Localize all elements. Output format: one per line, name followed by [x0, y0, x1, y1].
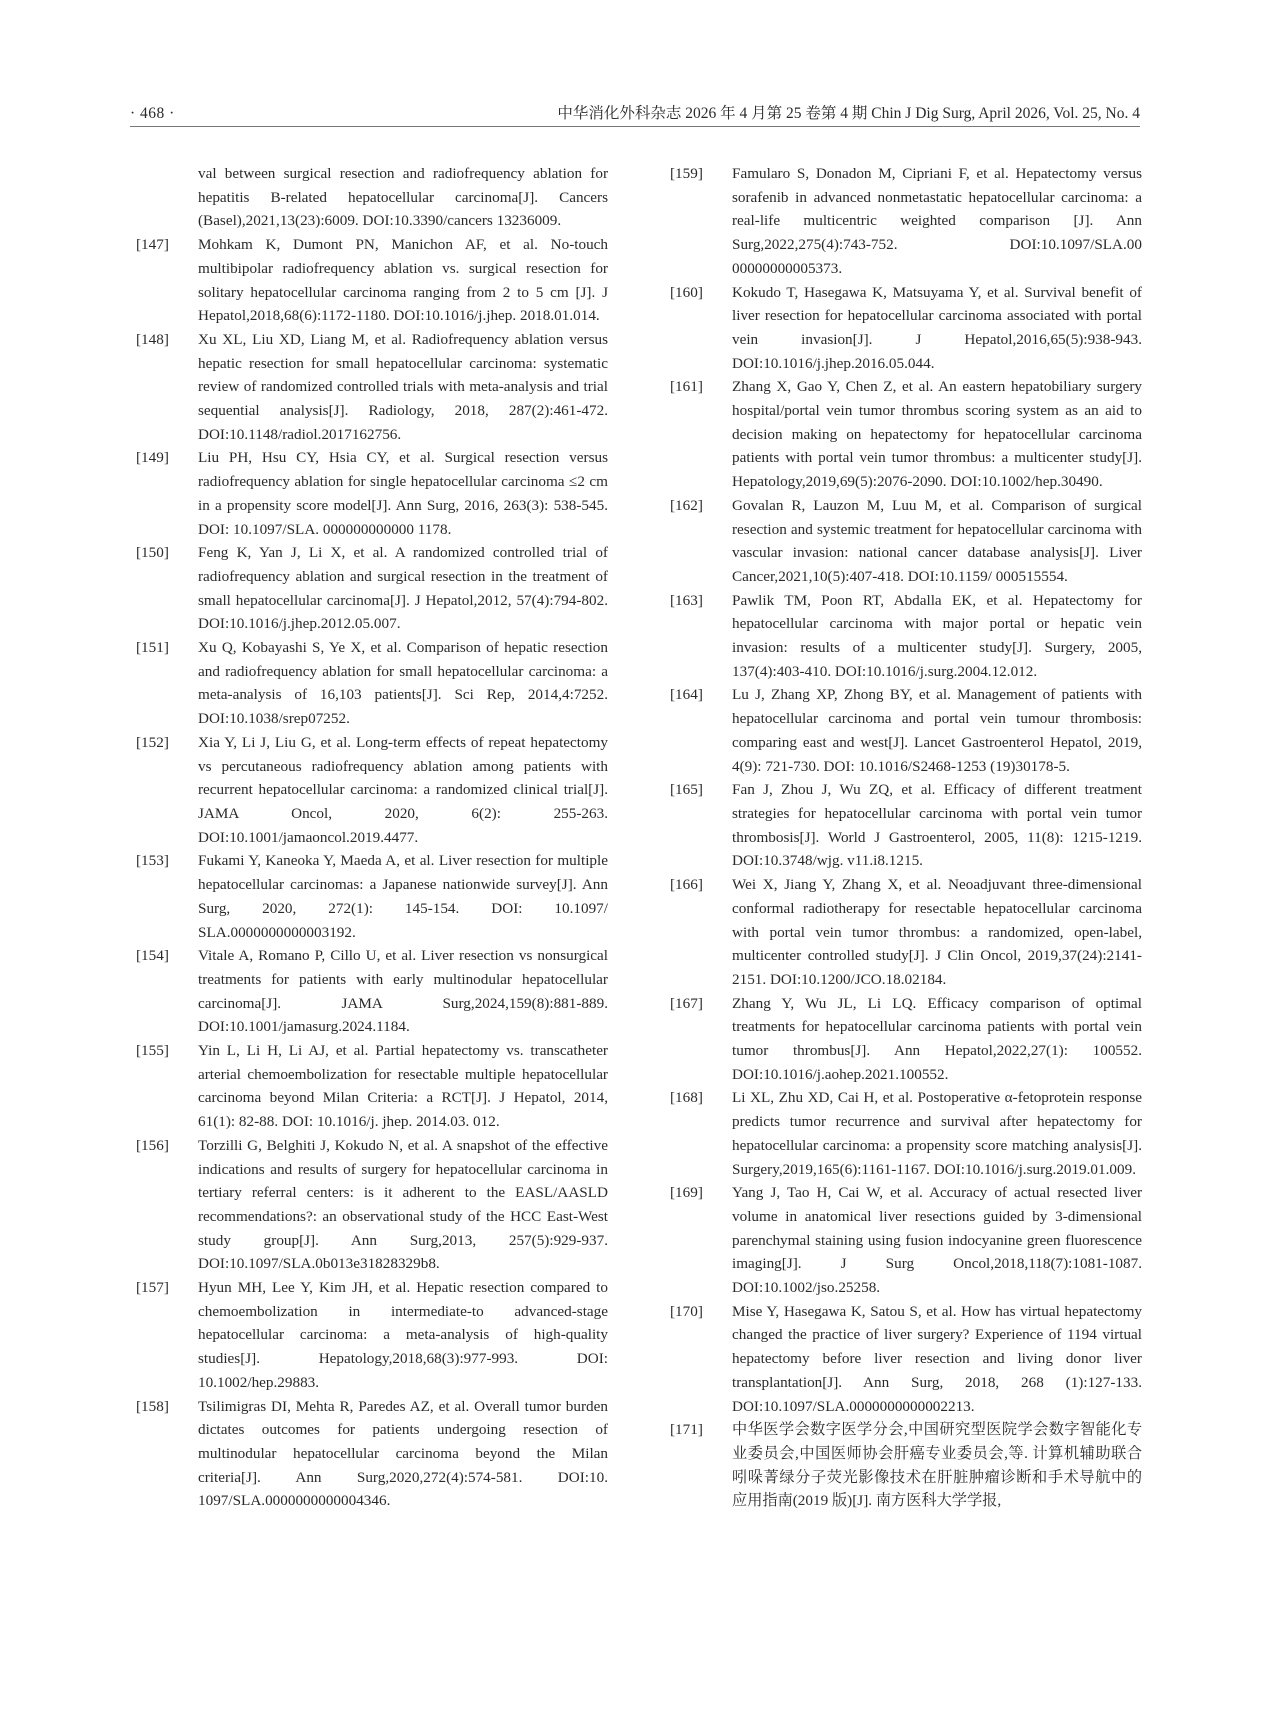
reference-number: [151]	[136, 639, 169, 657]
reference-list-left	[136, 233, 608, 1513]
reference-item	[670, 683, 1142, 778]
reference-item	[136, 233, 608, 328]
reference-text: Zhang Y, Wu JL, Li LQ. Efficacy comparison of optimal treatments for hepatocellular carcinoma patients with portal vein tumor thrombus[J]. Ann Hepatol,2022,27(1): 100552. DOI:10.1016/j.aohep.2021.100552.	[732, 994, 1142, 1083]
reference-item	[670, 589, 1142, 684]
reference-number: [167]	[670, 994, 703, 1012]
reference-item	[136, 1395, 608, 1514]
reference-number: [156]	[136, 1136, 169, 1154]
reference-item	[136, 731, 608, 850]
reference-item	[670, 778, 1142, 873]
reference-item	[136, 1134, 608, 1276]
reference-text: Tsilimigras DI, Mehta R, Paredes AZ, et al. Overall tumor burden dictates outcomes for patients undergoing resection of multinodular hepatocellular carcinoma beyond the Milan criteria[J]. Ann Surg,2020,272(4):574-581. DOI:10. 1097/SLA.0000000000004346.	[198, 1397, 608, 1510]
reference-text: Zhang X, Gao Y, Chen Z, et al. An eastern hepatobiliary surgery hospital/portal vein tumor thrombus scoring system as an aid to decision making on hepatectomy for hepatocellular carcinoma patients with portal vein tumor thrombus: a multicenter study[J]. Hepatology,2019,69(5):2076-2090. DOI:10.1002/hep.30490.	[732, 378, 1142, 491]
reference-number: [150]	[136, 544, 169, 562]
reference-item	[670, 494, 1142, 589]
reference-item	[136, 328, 608, 447]
reference-text: Fukami Y, Kaneoka Y, Maeda A, et al. Liver resection for multiple hepatocellular carcinomas: a Japanese nationwide survey[J]. Ann Surg, 2020, 272(1): 145-154. DOI: 10.1097/ SLA.0000000000003192.	[198, 852, 608, 941]
reference-text: Feng K, Yan J, Li X, et al. A randomized controlled trial of radiofrequency ablation and surgical resection in the treatment of small hepatocellular carcinoma[J]. J Hepatol,2012, 57(4):794-802. DOI:10.1016/j.jhep.2012.05.007.	[198, 544, 608, 633]
reference-number: [148]	[136, 330, 169, 348]
reference-item	[670, 281, 1142, 376]
reference-text: Fan J, Zhou J, Wu ZQ, et al. Efficacy of different treatment strategies for hepatocellular carcinoma with portal vein tumor thrombosis[J]. World J Gastroenterol, 2005, 11(8): 1215-1219. DOI:10.3748/wjg. v11.i8.1215.	[732, 781, 1142, 870]
reference-number: [164]	[670, 686, 703, 704]
reference-text: Lu J, Zhang XP, Zhong BY, et al. Management of patients with hepatocellular carcinoma and portal vein tumour thrombosis: comparing east and west[J]. Lancet Gastroenterol Hepatol, 2019, 4(9): 721-730. DOI: 10.1016/S2468-1253 (19)30178-5.	[732, 686, 1142, 775]
reference-number: [153]	[136, 852, 169, 870]
reference-number: [163]	[670, 591, 703, 609]
reference-column-right	[670, 162, 1142, 1513]
reference-text: Kokudo T, Hasegawa K, Matsuyama Y, et al. Survival benefit of liver resection for hepatocellular carcinoma associated with portal vein invasion[J]. J Hepatol,2016,65(5):938-943. DOI:10.1016/j.jhep.2016.05.044.	[732, 283, 1142, 372]
reference-item	[136, 636, 608, 731]
reference-text: Famularo S, Donadon M, Cipriani F, et al. Hepatectomy versus sorafenib in advanced nonmetastatic hepatocellular carcinoma: a real-life multicentric weighted comparison [J]. Ann Surg,2022,275(4):743-752. DOI:10.1097/SLA.00 00000000005373.	[732, 165, 1142, 277]
reference-text: Xia Y, Li J, Liu G, et al. Long-term effects of repeat hepatectomy vs percutaneous radiofrequency ablation among patients with recurrent hepatocellular carcinoma: a randomized clinical trial[J]. JAMA Oncol, 2020, 6(2): 255-263. DOI:10.1001/jamaoncol.2019.4477.	[198, 733, 608, 846]
reference-item	[670, 162, 1142, 281]
reference-text: Hyun MH, Lee Y, Kim JH, et al. Hepatic resection compared to chemoembolization in intermediate-to advanced-stage hepatocellular carcinoma: a meta-analysis of high-quality studies[J]. Hepatology,2018,68(3):977-993. DOI: 10.1002/hep.29883.	[198, 1279, 608, 1391]
reference-item	[136, 1039, 608, 1134]
reference-list-right	[670, 162, 1142, 1513]
reference-number: [161]	[670, 378, 703, 396]
reference-item	[136, 541, 608, 636]
running-header	[130, 103, 1140, 125]
reference-item	[670, 1181, 1142, 1300]
reference-number: [159]	[670, 165, 703, 182]
reference-number: [166]	[670, 876, 703, 894]
reference-item	[136, 1276, 608, 1395]
reference-number: [152]	[136, 733, 169, 751]
reference-number: [162]	[670, 496, 703, 514]
reference-text: Yang J, Tao H, Cai W, et al. Accuracy of actual resected liver volume in anatomical liver resections guided by 3-dimensional parenchymal staining using fusion indocyanine green fluorescence imaging[J]. J Surg Oncol,2018,118(7):1081-1087. DOI:10.1002/jso.25258.	[732, 1184, 1142, 1297]
reference-text: Xu XL, Liu XD, Liang M, et al. Radiofrequency ablation versus hepatic resection for small hepatocellular carcinoma: systematic review of randomized controlled trials with meta-analysis and trial sequential analysis[J]. Radiology, 2018, 287(2):461-472. DOI:10.1148/radiol.2017162756.	[198, 330, 608, 443]
reference-text: Mise Y, Hasegawa K, Satou S, et al. How has virtual hepatectomy changed the practice of liver surgery? Experience of 1194 virtual hepatectomy before liver resection and living donor liver transplantation[J]. Ann Surg, 2018, 268 (1):127-133. DOI:10.1097/SLA.0000000000002213.	[732, 1302, 1142, 1415]
reference-text: Vitale A, Romano P, Cillo U, et al. Liver resection vs nonsurgical treatments for patients with early multinodular hepatocellular carcinoma[J]. JAMA Surg,2024,159(8):881-889. DOI:10.1001/jamasurg.2024.1184.	[198, 947, 608, 1036]
reference-item	[136, 849, 608, 944]
reference-continuation	[136, 162, 608, 233]
reference-item	[136, 446, 608, 541]
reference-text: Mohkam K, Dumont PN, Manichon AF, et al. No-touch multibipolar radiofrequency ablation vs. surgical resection for solitary hepatocellular carcinoma ranging from 2 to 5 cm [J]. J Hepatol,2018,68(6):1172-1180. DOI:10.1016/j.jhep. 2018.01.014.	[198, 236, 608, 325]
reference-text: Liu PH, Hsu CY, Hsia CY, et al. Surgical resection versus radiofrequency ablation for single hepatocellular carcinoma ≤2 cm in a propensity score model[J]. Ann Surg, 2016, 263(3): 538-545. DOI: 10.1097/SLA. 000000000000 1178.	[198, 449, 608, 538]
reference-item	[670, 1086, 1142, 1181]
reference-number: [158]	[136, 1397, 169, 1415]
reference-text: Wei X, Jiang Y, Zhang X, et al. Neoadjuvant three-dimensional conformal radiotherapy for resectable hepatocellular carcinoma with portal vein tumor thrombus: a randomized, open-label, multicenter controlled study[J]. J Clin Oncol, 2019,37(24):2141-2151. DOI:10.1200/JCO.18.02184.	[732, 876, 1142, 988]
header-rule	[130, 126, 1140, 127]
journal-citation-line: 中华消化外科杂志 2026 年 4 月第 25 卷第 4 期 Chin J Dig Surg, April 2026, Vol. 25, No. 4	[557, 105, 1140, 122]
reference-item	[670, 1300, 1142, 1419]
reference-column-left	[136, 162, 608, 1513]
reference-item	[670, 1418, 1142, 1513]
reference-item	[670, 375, 1142, 494]
reference-number: [165]	[670, 781, 703, 799]
reference-text: Li XL, Zhu XD, Cai H, et al. Postoperative α-fetoprotein response predicts tumor recurrence and survival after hepatectomy for hepatocellular carcinoma: a propensity score matching analysis[J]. Surgery,2019,165(6):1161-1167. DOI:10.1016/j.surg.2019.01.009.	[732, 1089, 1142, 1178]
reference-number: [147]	[136, 236, 169, 254]
reference-number: [154]	[136, 947, 169, 965]
reference-item	[670, 873, 1142, 992]
reference-item	[136, 944, 608, 1039]
reference-text: Pawlik TM, Poon RT, Abdalla EK, et al. Hepatectomy for hepatocellular carcinoma with major portal or hepatic vein invasion: results of a multicenter study[J]. Surgery, 2005, 137(4):403-410. DOI:10.1016/j.surg.2004.12.012.	[732, 591, 1142, 680]
page-number: · 468 ·	[130, 105, 175, 122]
reference-number: [168]	[670, 1089, 703, 1107]
reference-number: [157]	[136, 1279, 169, 1297]
reference-number: [170]	[670, 1302, 703, 1320]
reference-number: [169]	[670, 1184, 703, 1202]
reference-text: val between surgical resection and radiofrequency ablation for hepatitis B-related hepatocellular carcinoma[J]. Cancers (Basel),2021,13(23):6009. DOI:10.3390/cancers 13236009.	[198, 165, 608, 230]
reference-number: [171]	[670, 1421, 703, 1439]
reference-number: [149]	[136, 449, 169, 467]
reference-item	[670, 992, 1142, 1087]
reference-text: Torzilli G, Belghiti J, Kokudo N, et al. A snapshot of the effective indications and results of surgery for hepatocellular carcinoma in tertiary referral centers: is it adherent to the EASL/AASLD recommendations?: an observational study of the HCC East-West study group[J]. Ann Surg,2013, 257(5):929-937. DOI:10.1097/SLA.0b013e31828329b8.	[198, 1136, 608, 1273]
reference-text: 中华医学会数字医学分会,中国研究型医院学会数字智能化专业委员会,中国医师协会肝癌专业委员会,等. 计算机辅助联合吲哚菁绿分子荧光影像技术在肝脏肿瘤诊断和手术导航中的应用指南(2019 版)[J]. 南方医科大学学报,	[732, 1421, 1142, 1510]
reference-number: [160]	[670, 283, 703, 301]
reference-number: [155]	[136, 1042, 169, 1060]
reference-text: Govalan R, Lauzon M, Luu M, et al. Comparison of surgical resection and systemic treatment for hepatocellular carcinoma with vascular invasion: national cancer database analysis[J]. Liver Cancer,2021,10(5):407-418. DOI:10.1159/ 000515554.	[732, 496, 1142, 585]
reference-text: Yin L, Li H, Li AJ, et al. Partial hepatectomy vs. transcatheter arterial chemoembolization for resectable multiple hepatocellular carcinoma beyond Milan Criteria: a RCT[J]. J Hepatol, 2014, 61(1): 82-88. DOI: 10.1016/j. jhep. 2014.03. 012.	[198, 1042, 608, 1131]
reference-text: Xu Q, Kobayashi S, Ye X, et al. Comparison of hepatic resection and radiofrequency ablation for small hepatocellular carcinoma: a meta-analysis of 16,103 patients[J]. Sci Rep, 2014,4:7252. DOI:10.1038/srep07252.	[198, 639, 608, 728]
